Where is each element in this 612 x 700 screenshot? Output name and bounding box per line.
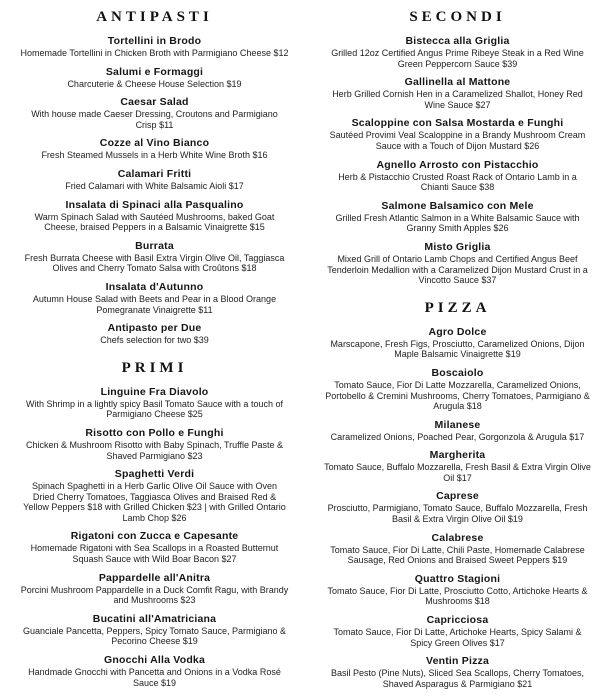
item-description: Herb Grilled Cornish Hen in a Caramelized Shallot, Honey Red Wine Sauce $27 [332,89,583,110]
item-description: Prosciutto, Parmigiano, Tomato Sauce, Buffalo Mozzarella, Fresh Basil & Extra Virgin Olive Oil $19 [327,503,588,525]
menu-item [16,168,293,192]
item-description: Warm Spinach Salad with Sautéed Mushrooms, baked Goat Cheese, braised Peppers in a Balsamic Vinaigrette $15 [34,211,275,233]
item-name: Boscaiolo [431,366,484,379]
item-name: Salumi e Formaggi [105,65,204,78]
menu-item [319,159,596,193]
item-description: Tomato Sauce, Fior Di Latte, Chili Paste, Homemade Calabrese Sausage, Red Onions and Braised Sweet Peppers $19 [330,544,585,566]
menu-item [319,419,596,443]
item-description: Grilled Fresh Atlantic Salmon in a White Balsamic Sauce with Granny Smith Apples $26 [335,212,580,234]
menu-item [319,614,596,648]
item-description: Herb & Pistacchio Crusted Roast Rack of Ontario Lamb in a Chianti Sauce $38 [338,171,577,193]
section-items [16,35,293,346]
item-description: Fried Calamari with White Balsamic Aioli $17 [65,180,244,191]
item-description: Tomato Sauce, Fior Di Latte Mozzarella, Caramelized Onions, Portobello & Cremini Mushrooms, Cherry Tomatoes, Parmigiano & Arugula $18 [325,379,590,412]
item-name: Gnocchi Alla Vodka [103,654,206,667]
item-name: Linguine Fra Diavolo [100,385,209,398]
item-name: Agnello Arrosto con Pistacchio [376,158,539,171]
item-name: Spaghetti Verdi [114,468,195,481]
item-name: Pappardelle all'Anitra [98,571,211,584]
item-name: Caprese [436,490,479,503]
item-name: Margherita [429,449,486,462]
section-title: PIZZA [424,299,491,316]
item-name: Rigatoni con Zucca e Capesante [70,530,239,543]
menu-item [16,199,293,233]
section-items [16,386,293,689]
item-name: Bistecca alla Griglia [405,35,510,47]
item-name: Capricciosa [426,614,489,627]
item-name: Cozze al Vino Bianco [99,137,210,150]
menu-item [16,281,293,315]
item-name: Milanese [434,418,481,431]
item-description: Spinach Spaghetti in a Herb Garlic Olive Oil Sauce with Oven Dried Cherry Tomatoes, Taggiasca Olives and Braised Red & Yellow Peppers $18 with Grilled Chicken $23 | with Grilled Ontario Lamb Chop $26 [23,481,286,523]
item-description: With Shrimp in a lightly spicy Basil Tomato Sauce with a touch of Parmigiano Cheese $25 [26,398,283,420]
item-name: Caesar Salad [120,96,189,109]
item-name: Agro Dolce [428,325,487,338]
item-description: Chicken & Mushroom Risotto with Baby Spinach, Truffle Paste & Shaved Parmigiano $23 [26,439,283,461]
menu-item [16,137,293,161]
item-description: Basil Pesto (Pine Nuts), Sliced Sea Scallops, Cherry Tomatoes, Shaved Asparagus & Parmigiano $21 [331,668,584,689]
section-title: ANTIPASTI [96,9,213,25]
item-name: Insalata di Spinaci alla Pasqualino [65,198,244,211]
item-description: Marscapone, Fresh Figs, Prosciutto, Caramelized Onions, Dijon Maple Balsamic Vinaigrette $19 [330,338,585,360]
item-description: Handmade Gnocchi with Pancetta and Onions in a Vodka Rosé Sauce $19 [28,667,281,688]
menu-section [16,9,293,346]
section-title: PRIMI [121,359,188,376]
item-description: Autumn House Salad with Beets and Pear in a Blood Orange Pomegranate Vinaigrette $11 [32,293,277,315]
item-description: Tomato Sauce, Fior Di Latte, Artichoke Hearts, Spicy Salami & Spicy Green Olives $17 [333,627,582,648]
section-items [319,35,596,286]
menu-item [319,76,596,110]
item-description: Homemade Tortellini in Chicken Broth with Parmigiano Cheese $12 [20,48,289,58]
item-name: Antipasto per Due [107,322,202,335]
item-description: Tomato Sauce, Fior Di Latte, Prosciutto Cotto, Artichoke Hearts & Mushrooms $18 [327,585,588,607]
menu-item [16,427,293,461]
menu-section [319,300,596,690]
menu-item [16,530,293,564]
item-name: Scaloppine con Salsa Mostarda e Funghi [351,117,564,130]
menu-item [16,654,293,688]
menu-column [16,7,293,696]
item-description: Grilled 12oz Certified Angus Prime Ribeye Steak in a Red Wine Green Peppercorn Sauce $39 [331,48,584,69]
item-description: Caramelized Onions, Poached Pear, Gorgonzola & Arugula $17 [330,431,585,442]
item-name: Gallinella al Mattone [404,76,511,89]
item-name: Ventin Pizza [425,655,490,668]
menu-item [16,35,293,59]
menu-column [319,7,596,696]
menu-item [16,66,293,90]
item-name: Tortellini in Brodo [107,35,202,47]
menu-item [16,613,293,647]
menu-item [16,468,293,523]
item-description: Homemade Rigatoni with Sea Scallops in a Roasted Butternut Squash Sauce with Wild Boar Bacon $27 [30,543,279,565]
menu-item [319,200,596,234]
item-name: Bucatini all'Amatriciana [92,612,217,625]
menu-item [16,96,293,130]
menu-item [16,240,293,274]
item-name: Burrata [135,239,174,252]
menu-item [319,367,596,412]
section-items [319,326,596,690]
menu-item [16,322,293,346]
item-description: Fresh Burrata Cheese with Basil Extra Virgin Olive Oil, Taggiasca Olives and Cherry Tomato Salsa with Croûtons $18 [24,252,285,274]
section-title: SECONDI [409,9,506,25]
menu-item [319,532,596,566]
menu-section [16,360,293,689]
menu-item [319,449,596,483]
item-name: Misto Griglia [424,240,491,253]
item-name: Salmone Balsamico con Mele [381,199,534,212]
item-name: Calabrese [431,531,484,544]
item-description: Porcini Mushroom Pappardelle in a Duck Comfit Ragu, with Brandy and Mushrooms $23 [20,584,289,606]
menu-item [319,573,596,607]
menu-item [319,326,596,360]
item-description: Tomato Sauce, Buffalo Mozzarella, Fresh Basil & Extra Virgin Olive Oil $17 [324,462,591,483]
item-name: Risotto con Pollo e Funghi [85,426,224,439]
item-description: Guanciale Pancetta, Peppers, Spicy Tomato Sauce, Parmigiano & Pecorino Cheese $19 [23,625,286,647]
menu-section [319,9,596,286]
item-description: Sautéed Provimi Veal Scaloppine in a Brandy Mushroom Cream Sauce with a Touch of Dijon Mustard $26 [329,130,586,151]
item-description: Charcuterie & Cheese House Selection $19 [67,78,242,89]
menu-item [319,241,596,286]
menu-item [319,655,596,689]
menu-item [16,386,293,420]
item-name: Quattro Stagioni [414,572,501,585]
menu-item [319,490,596,524]
menu-item [319,117,596,151]
item-name: Calamari Fritti [117,167,192,180]
item-description: With house made Caeser Dressing, Croutons and Parmigiano Crisp $11 [31,109,278,130]
menu-item [16,572,293,606]
item-description: Chefs selection for two $39 [100,335,209,346]
item-description: Fresh Steamed Mussels in a Herb White Wine Broth $16 [41,150,268,161]
menu-item [319,35,596,69]
item-description: Mixed Grill of Ontario Lamb Chops and Certified Angus Beef Tenderloin Medallion with a Caramelized Dijon Mustard Crust in a Vincotto Sauce $37 [327,253,588,286]
item-name: Insalata d'Autunno [105,280,204,293]
